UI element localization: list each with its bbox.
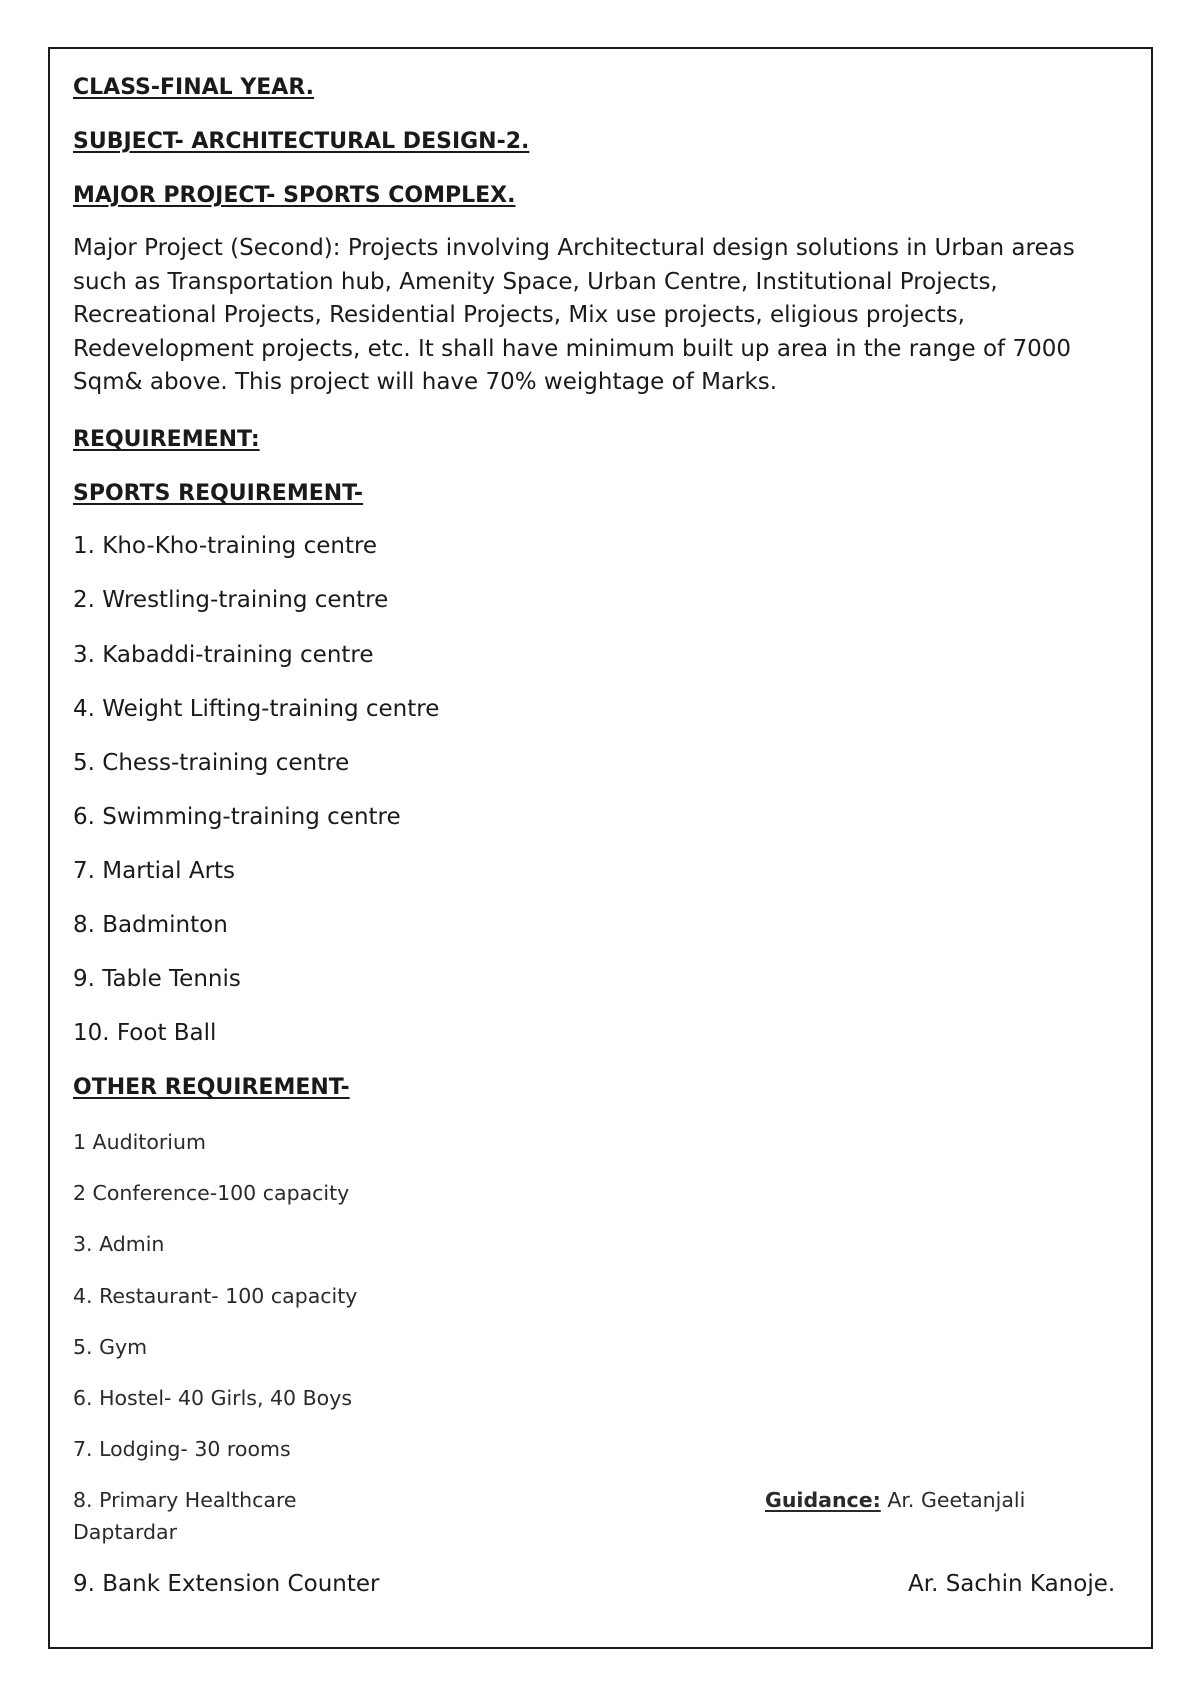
other-item-last: 9. Bank Extension Counter bbox=[73, 1571, 380, 1597]
project-description bbox=[73, 232, 1148, 400]
other-item: 5. Gym bbox=[73, 1335, 148, 1359]
sports-item: 5. Chess-training centre bbox=[73, 750, 350, 776]
guidance-label: Guidance: bbox=[765, 1488, 881, 1512]
description-line: Recreational Projects, Residential Projects, Mix use projects, eligious projects, bbox=[73, 302, 965, 328]
sports-item: 1. Kho-Kho-training centre bbox=[73, 533, 378, 559]
sports-item: 6. Swimming-training centre bbox=[73, 804, 401, 830]
sports-item: 9. Table Tennis bbox=[73, 966, 241, 992]
sports-item: 4. Weight Lifting-training centre bbox=[73, 696, 440, 722]
other-item: 7. Lodging- 30 rooms bbox=[73, 1437, 291, 1461]
subject-heading: SUBJECT- ARCHITECTURAL DESIGN-2. bbox=[73, 129, 530, 154]
guidance-name-2: Ar. Sachin Kanoje. bbox=[908, 1571, 1116, 1597]
project-heading: MAJOR PROJECT- SPORTS COMPLEX. bbox=[73, 183, 516, 208]
sports-item: 7. Martial Arts bbox=[73, 858, 236, 884]
class-heading: CLASS-FINAL YEAR. bbox=[73, 75, 315, 100]
description-line: Major Project (Second): Projects involving Architectural design solutions in Urban areas bbox=[73, 235, 1075, 261]
other-item: 3. Admin bbox=[73, 1232, 165, 1256]
other-item: 6. Hostel- 40 Girls, 40 Boys bbox=[73, 1386, 353, 1410]
description-line: such as Transportation hub, Amenity Space, Urban Centre, Institutional Projects, bbox=[73, 268, 998, 295]
requirement-heading: REQUIREMENT: bbox=[73, 427, 260, 452]
sports-requirement-heading: SPORTS REQUIREMENT- bbox=[73, 481, 364, 506]
other-item: 2 Conference-100 capacity bbox=[73, 1181, 350, 1205]
guidance-name-1-wrap: Daptardar bbox=[73, 1520, 178, 1544]
other-item: 1 Auditorium bbox=[73, 1130, 206, 1154]
description-line: Redevelopment projects, etc. It shall have minimum built up area in the range of 7000 bbox=[73, 335, 1071, 362]
guidance-name-1: Ar. Geetanjali bbox=[887, 1488, 1026, 1512]
other-requirement-heading: OTHER REQUIREMENT- bbox=[73, 1075, 350, 1100]
other-item: 8. Primary Healthcare bbox=[73, 1488, 297, 1512]
guidance-block bbox=[765, 1490, 1025, 1511]
sports-item: 2. Wrestling-training centre bbox=[73, 587, 389, 613]
other-item: 4. Restaurant- 100 capacity bbox=[73, 1284, 358, 1308]
sports-item: 3. Kabaddi-training centre bbox=[73, 642, 374, 668]
sports-item: 8. Badminton bbox=[73, 912, 228, 938]
description-line: Sqm& above. This project will have 70% weightage of Marks. bbox=[73, 369, 778, 395]
sports-item: 10. Foot Ball bbox=[73, 1020, 217, 1046]
